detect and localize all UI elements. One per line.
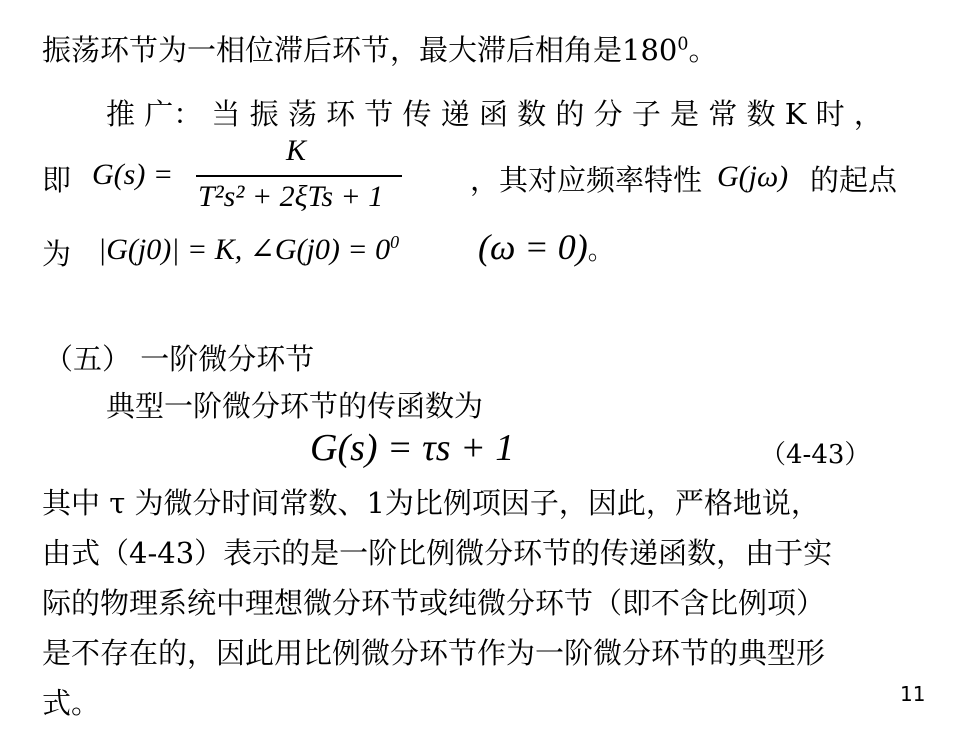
intro-line	[106, 384, 483, 425]
p4-text: 是不存在的，因此用比例微分环节作为一阶微分环节的典型形	[42, 636, 826, 670]
freq-response-symbol	[717, 160, 788, 194]
formula-lhs: G(s) =	[92, 158, 174, 191]
p5-text: 式。	[42, 686, 101, 720]
line1-end: 。	[688, 33, 718, 67]
p3-text: 际的物理系统中理想微分环节或纯微分环节（即不含比例项）	[42, 586, 826, 620]
first-order-formula	[310, 426, 514, 470]
line2-text: 推 广： 当 振 荡 环 节 传 递 函 数 的 分 子 是 常 数 K 时 ，	[106, 97, 883, 131]
p1-text: 其中 τ 为微分时间常数、1为比例项因子，因此，严格地说，	[42, 486, 820, 520]
omega-condition	[478, 226, 614, 268]
paragraph-line-5	[42, 681, 100, 722]
paragraph-line-2	[42, 531, 832, 572]
equation-label-text: （4-43）	[760, 440, 871, 470]
text-line-3-mid	[470, 158, 702, 199]
start-point-text: |G(j0)| = K, ∠G(j0) = 0	[98, 233, 391, 266]
degree-sup-2: 0	[390, 232, 400, 252]
text-line-3-end	[810, 158, 897, 199]
page-number	[900, 682, 925, 706]
degree-sup-1: 0	[677, 34, 689, 55]
first-order-text: G(s) = τs + 1	[310, 427, 515, 469]
line3-prefix: 即	[42, 163, 72, 197]
fraction-bar	[196, 175, 402, 177]
paragraph-line-1	[42, 481, 820, 522]
page-number-text: 11	[900, 682, 926, 706]
section-title-text: （五） 一阶微分环节	[44, 342, 315, 376]
formula-numerator: K	[286, 134, 307, 167]
p2-text: 由式（4-43）表示的是一阶比例微分环节的传递函数，由于实	[42, 536, 833, 570]
formula-denominator: T²s² + 2ξTs + 1	[198, 180, 384, 213]
paragraph-line-4	[42, 631, 825, 672]
omega-end: 。	[587, 236, 614, 265]
g-jw-text: G(jω)	[717, 160, 789, 193]
section-title	[44, 337, 314, 378]
paragraph-line-3	[42, 581, 825, 622]
text-line-4	[42, 232, 71, 273]
line3-mid: ，其对应频率特性	[470, 163, 703, 197]
line1-text: 振荡环节为一相位滞后环节，最大滞后相角是180	[42, 33, 678, 67]
start-point-formula	[98, 232, 399, 267]
line4-prefix: 为	[42, 237, 72, 271]
omega-cond-text: (ω = 0)	[478, 227, 588, 267]
transfer-function-formula	[92, 134, 412, 224]
text-line-2	[106, 92, 883, 133]
text-line-1	[42, 28, 717, 69]
equation-label	[760, 434, 870, 471]
line3-end: 的起点	[810, 163, 898, 197]
text-line-3	[42, 158, 71, 199]
intro-text: 典型一阶微分环节的传函数为	[106, 389, 484, 423]
